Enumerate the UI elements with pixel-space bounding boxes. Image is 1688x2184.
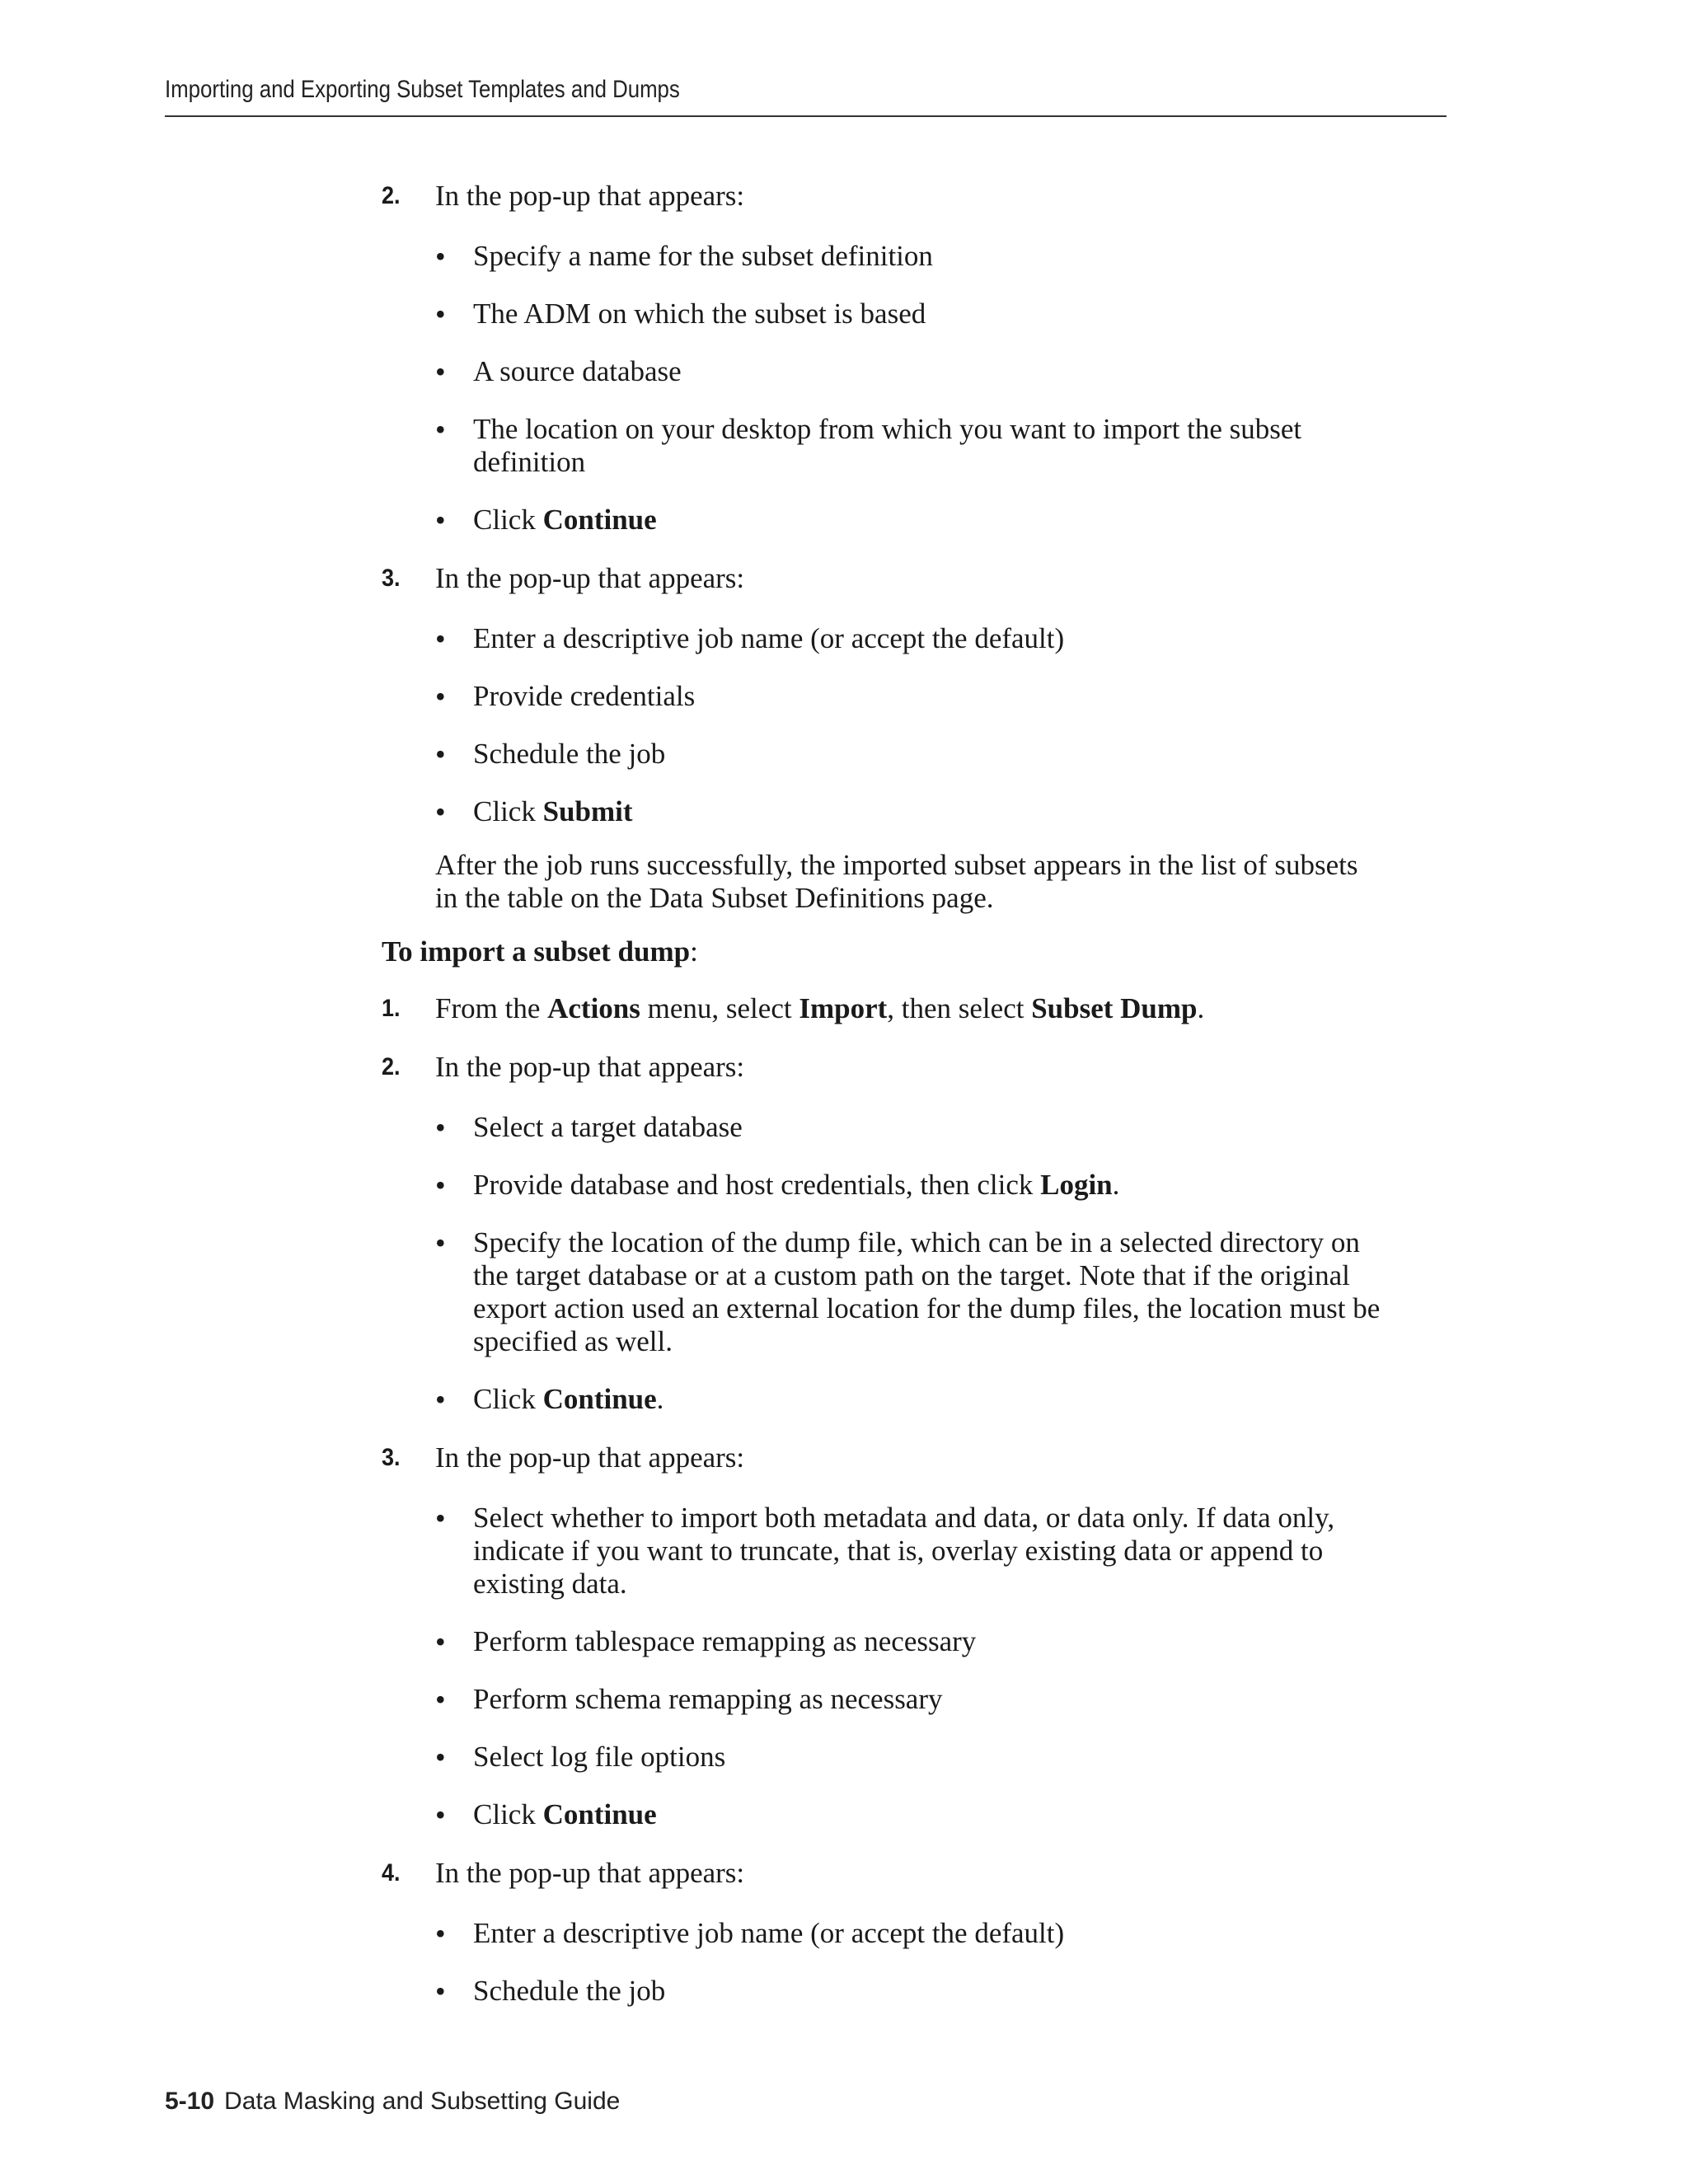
bullet-glyph: • (435, 795, 446, 828)
list-item-continuation: definition (473, 446, 586, 478)
bullet-glyph: • (435, 738, 446, 771)
step-number: 3. (382, 1444, 401, 1471)
bullet-glyph: • (435, 1502, 446, 1535)
bullet-glyph: • (435, 1975, 446, 2008)
list-item: Specify a name for the subset definition (473, 240, 933, 272)
list-item-click-continue: Click Continue (473, 504, 657, 536)
list-item: Provide database and host credentials, then click Login. (473, 1169, 1120, 1201)
list-item-click-submit: Click Submit (473, 795, 633, 827)
bullet-glyph: • (435, 1169, 446, 1202)
step-text: In the pop-up that appears: (435, 180, 745, 212)
list-item-click-continue: Click Continue. (473, 1383, 664, 1415)
list-item: Perform schema remapping as necessary (473, 1683, 943, 1715)
step-text: In the pop-up that appears: (435, 1051, 745, 1083)
list-item-continuation: specified as well. (473, 1325, 673, 1357)
page-number: 5-10 (165, 2088, 215, 2115)
book-title: Data Masking and Subsetting Guide (224, 2088, 621, 2115)
list-item: Enter a descriptive job name (or accept the default) (473, 622, 1065, 654)
list-item: A source database (473, 355, 682, 387)
bullet-glyph: • (435, 1741, 446, 1774)
list-item: Specify the location of the dump file, which can be in a selected directory on (473, 1226, 1360, 1258)
list-item: Provide credentials (473, 680, 696, 712)
header-rule (165, 115, 1447, 117)
list-item: Schedule the job (473, 1975, 666, 2007)
bullet-glyph: • (435, 1798, 446, 1831)
running-header: Importing and Exporting Subset Templates and Dumps (165, 76, 680, 103)
list-item-continuation: the target database or at a custom path on the target. Note that if the original (473, 1259, 1350, 1291)
step-text: In the pop-up that appears: (435, 562, 745, 594)
paragraph-line: After the job runs successfully, the imported subset appears in the list of subsets (435, 849, 1358, 881)
procedure-heading: To import a subset dump: (382, 935, 698, 968)
list-item: Select a target database (473, 1111, 743, 1143)
bullet-glyph: • (435, 1111, 446, 1144)
bullet-glyph: • (435, 1683, 446, 1716)
bullet-glyph: • (435, 1383, 446, 1416)
step-number: 3. (382, 565, 401, 592)
list-item: Schedule the job (473, 738, 666, 770)
list-item-continuation: indicate if you want to truncate, that is, overlay existing data or append to (473, 1535, 1324, 1567)
bullet-glyph: • (435, 355, 446, 388)
step-number: 4. (382, 1859, 401, 1886)
list-item: The ADM on which the subset is based (473, 298, 926, 330)
bullet-glyph: • (435, 504, 446, 537)
list-item: The location on your desktop from which you want to import the subset (473, 413, 1302, 445)
list-item: Select log file options (473, 1741, 726, 1773)
step-number: 2. (382, 182, 401, 209)
bullet-glyph: • (435, 622, 446, 655)
bullet-glyph: • (435, 1226, 446, 1259)
page-footer (165, 2088, 620, 2116)
step-number: 2. (382, 1053, 401, 1080)
list-item-click-continue: Click Continue (473, 1798, 657, 1830)
list-item: Select whether to import both metadata and data, or data only. If data only, (473, 1502, 1335, 1534)
list-item: Perform tablespace remapping as necessary (473, 1625, 977, 1657)
paragraph-line: in the table on the Data Subset Definitions page. (435, 882, 994, 914)
bullet-glyph: • (435, 413, 446, 446)
bullet-glyph: • (435, 680, 446, 713)
bullet-glyph: • (435, 1625, 446, 1658)
list-item-continuation: export action used an external location for the dump files, the location must be (473, 1292, 1381, 1324)
bullet-glyph: • (435, 298, 446, 330)
step-text: In the pop-up that appears: (435, 1441, 745, 1474)
step-text: In the pop-up that appears: (435, 1857, 745, 1889)
list-item-continuation: existing data. (473, 1568, 627, 1600)
bullet-glyph: • (435, 240, 446, 273)
bullet-glyph: • (435, 1917, 446, 1950)
step-number: 1. (382, 995, 401, 1022)
list-item: Enter a descriptive job name (or accept the default) (473, 1917, 1065, 1949)
step-text: From the Actions menu, select Import, then select Subset Dump. (435, 992, 1205, 1024)
